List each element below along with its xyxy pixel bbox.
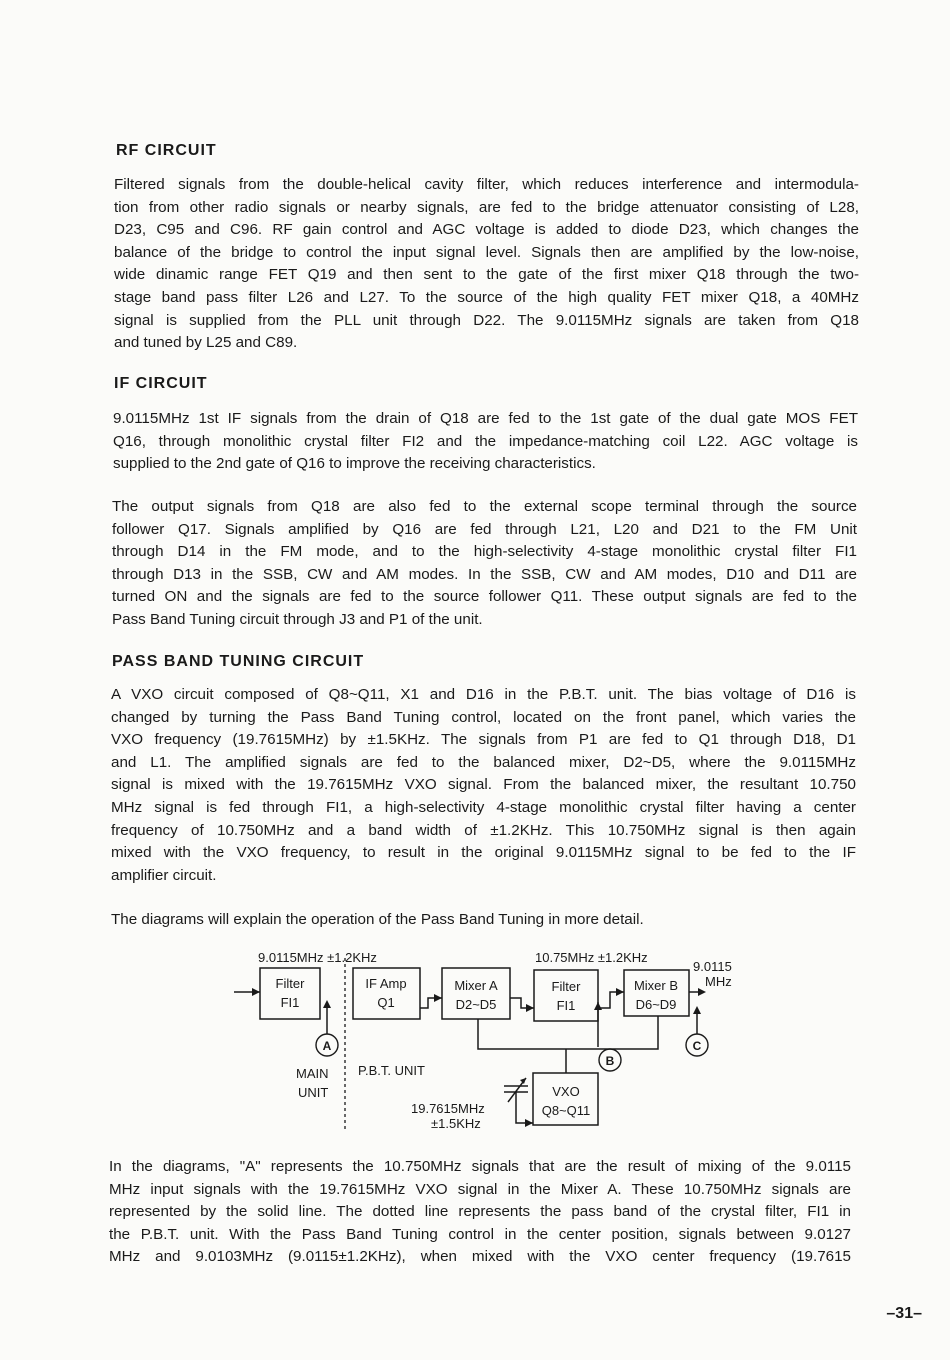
filter-pbt-label: Filter [551,979,581,994]
text-line: changed by turning the Pass Band Tuning control, located on the front panel, which varies the [111,708,856,726]
text-line: represented by the solid line. The dotted line represents the pass band of the crystal filter, FI1 in [109,1203,851,1221]
text-line: turned ON and the signals are fed to the source follower Q11. These output signals are fed to the [112,588,857,606]
vxo-label: VXO [552,1084,580,1099]
filter-pbt-id: FI1 [556,998,576,1013]
pbt-unit-label: P.B.T. UNIT [358,1063,425,1078]
rf-circuit-paragraph [114,174,859,355]
text-line: through D14 in the FM mode, and to the high-selectivity 4-stage monolithic crystal filter FI1 [112,543,857,561]
mixer-b-label: Mixer B [633,978,679,993]
main-unit-label: MAIN [296,1066,329,1081]
pbt-circuit-paragraph [111,684,856,887]
filter-main-id: FI1 [280,995,300,1010]
text-line: and L1. The amplified signals are fed to the balanced mixer, D2~D5, where the 9.0115MHz [111,753,856,771]
text-line: amplifier circuit. [111,866,217,884]
pbt-circuit-heading: PASS BAND TUNING CIRCUIT [112,653,365,670]
test-point-b: B [605,1054,615,1068]
if-circuit-paragraph-1 [113,408,858,476]
test-point-c: C [692,1039,702,1053]
text-line: tion from other radio signals or nearby signals, are fed to the bridge attenuator consisting of L28, [114,198,859,216]
text-line: follower Q17. Signals amplified by Q16 are fed through L21, L20 and D21 to the FM Unit [112,520,857,538]
filter-main-label: Filter [275,976,305,991]
mixer-a-label: Mixer A [454,978,498,993]
text-line: A VXO circuit composed of Q8~Q11, X1 and D16 in the P.B.T. unit. The bias voltage of D16 is [111,686,856,703]
text-line: wide dinamic range FET Q19 and then sent to the gate of the first mixer Q18 through the two- [114,266,859,284]
text-line: and tuned by L25 and C89. [114,334,298,352]
text-line: Filtered signals from the double-helical cavity filter, which reduces interference and intermodula- [114,176,859,193]
text-line: mixed with the VXO frequency, to result in the original 9.0115MHz signal to be fed to the IF [111,844,856,862]
text-line: stage band pass filter L26 and L27. To the source of the high quality FET mixer Q18, a 40MHz [114,288,859,306]
rf-circuit-heading: RF CIRCUIT [116,142,217,159]
text-line: 9.0115MHz 1st IF signals from the drain of Q18 are fed to the 1st gate of the dual gate MOS FET [113,410,858,427]
freq-label-right: 9.0115 [693,959,732,974]
main-unit-label-2: UNIT [298,1085,329,1100]
if-circuit-paragraph-2 [112,496,857,632]
text-line: The output signals from Q18 are also fed to the external scope terminal through the source [112,498,857,515]
vxo-freq-label: 19.7615MHz [411,1101,485,1116]
text-line: signal is supplied from the PLL unit through D22. The 9.0115MHz signals are taken from Q18 [114,311,859,329]
mixer-b-id: D6~D9 [635,997,677,1012]
if-circuit-heading: IF CIRCUIT [114,375,208,392]
if-amp-id: Q1 [377,995,395,1010]
text-line: the P.B.T. unit. With the Pass Band Tuning control in the center position, signals between 9.0127 [109,1225,851,1243]
freq-label-left: 9.0115MHz ±1.2KHz [258,950,377,965]
freq-label-right-unit: MHz [705,974,732,989]
mixer-a-id: D2~D5 [455,997,497,1012]
vxo-id: Q8~Q11 [541,1103,591,1118]
filter-fi1-pbt-block [534,970,598,1021]
text-line: MHz input signals with the 19.7615MHz VXO signal in the Mixer A. These 10.750MHz signals are [109,1180,851,1198]
text-line: frequency of 10.750MHz and a band width of ±1.2KHz. This 10.750MHz signal is then again [111,821,856,839]
text-line: D23, C95 and C96. RF gain control and AGC voltage is added to diode D23, which changes the [114,221,859,239]
text-line: supplied to the 2nd gate of Q16 to improve the receiving characteristics. [113,455,596,473]
pbt-block-diagram [228,940,748,1140]
text-line: balance of the bridge to control the input signal level. Signals then are amplified by the low-noise, [114,243,859,261]
text-line: through D13 in the SSB, CW and AM modes. In the SSB, CW and AM modes, D10 and D11 are [112,565,857,583]
vxo-freq-range: ±1.5KHz [431,1116,481,1131]
freq-label-mid: 10.75MHz ±1.2KHz [535,950,648,965]
test-point-a: A [322,1039,332,1053]
text-line: Q16, through monolithic crystal filter FI2 and the impedance-matching coil L22. AGC voltage is [113,432,858,450]
if-amp-label: IF Amp [365,976,407,991]
diagram-explanation-paragraph [109,1156,851,1269]
text-line: MHz and 9.0103MHz (9.0115±1.2KHz), when mixed with the VXO center frequency (19.7615 [109,1248,851,1266]
text-line: Pass Band Tuning circuit through J3 and P1 of the unit. [112,610,483,628]
page-number: –31– [886,1305,922,1322]
text-line: signal is mixed with the 19.7615MHz VXO signal. From the balanced mixer, the resultant 10.750 [111,776,856,794]
diagram-intro: The diagrams will explain the operation of the Pass Band Tuning in more detail. [111,911,644,928]
text-line: In the diagrams, "A" represents the 10.750MHz signals that are the result of mixing of the 9.0115 [109,1158,851,1175]
text-line: MHz signal is fed through FI1, a high-selectivity 4-stage monolithic crystal filter having a center [111,798,856,816]
text-line: VXO frequency (19.7615MHz) by ±1.5KHz. The signals from P1 are fed to Q1 through D18, D1 [111,731,856,749]
